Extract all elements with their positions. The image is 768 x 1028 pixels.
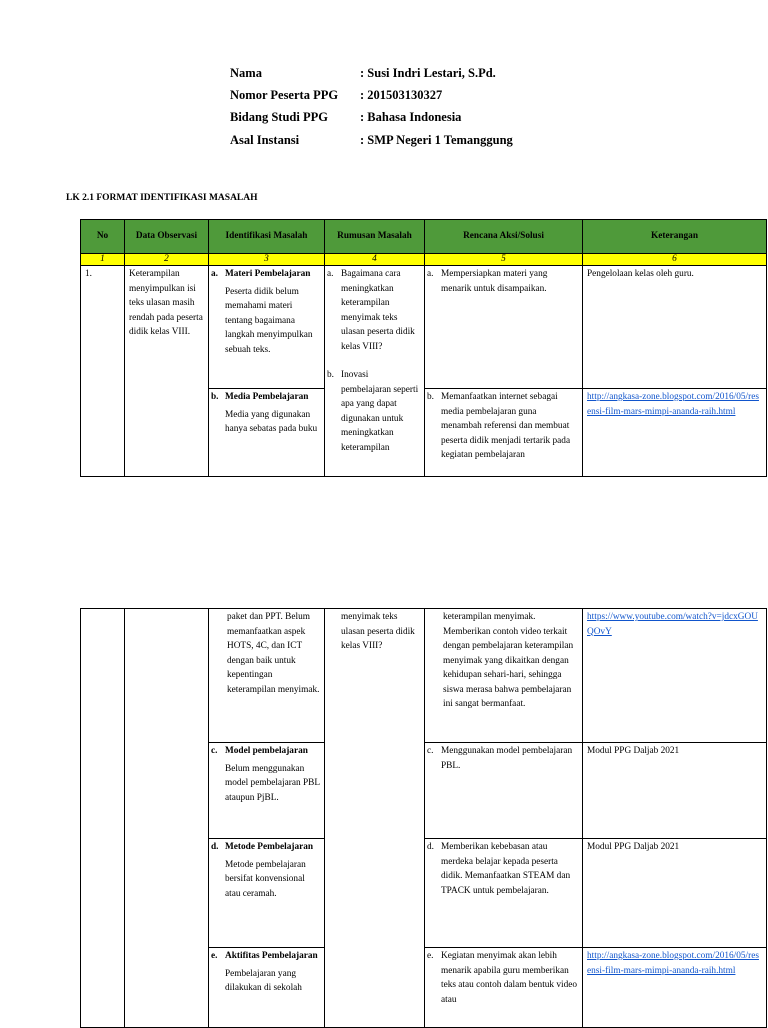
- rumusan-a-mark: a.: [327, 269, 334, 279]
- identification-table: [80, 219, 767, 477]
- col-number: 2: [125, 254, 209, 266]
- col-number: 4: [325, 254, 425, 266]
- asal-value: : SMP Negeri 1 Temanggung: [360, 133, 513, 147]
- ident-e-text: Pembelajaran yang dilakukan di sekolah: [225, 968, 302, 993]
- ident-d-text: Metode pembelajaran bersifat konvensional atau ceramah.: [225, 859, 306, 899]
- ket-b-cell: [583, 389, 767, 477]
- ket-a-cell: Pengelolaan kelas oleh guru.: [583, 266, 767, 389]
- ident-c-title: Model pembelajaran: [225, 746, 308, 756]
- col-number: 3: [209, 254, 325, 266]
- ident-a-title: Materi Pembelajaran: [225, 269, 311, 279]
- ket-b-link[interactable]: http://angkasa-zone.blogspot.com/2016/05/resensi-film-mars-mimpi-ananda-raih.html: [587, 392, 759, 417]
- nama-value: : Susi Indri Lestari, S.Pd.: [360, 66, 496, 80]
- ket-e-link[interactable]: http://angkasa-zone.blogspot.com/2016/05/resensi-film-mars-mimpi-ananda-raih.html: [587, 951, 759, 976]
- nomor-label: Nomor Peserta PPG: [230, 88, 339, 102]
- identification-table-continued: [80, 608, 767, 1028]
- ident-e-cell: [209, 948, 325, 1028]
- rumusan-cont-cell: menyimak teks ulasan peserta didik kelas VIII?: [325, 609, 425, 1028]
- rumusan-a-text: Bagaimana cara meningkatkan keterampilan menyimak teks ulasan peserta didik kelas VIII?: [341, 269, 415, 352]
- rencana-a-mark: a.: [427, 269, 434, 279]
- bidang-label: Bidang Studi PPG: [230, 110, 328, 124]
- ident-e-mark: e.: [211, 951, 218, 961]
- col-header-data-observasi: Data Observasi: [125, 220, 209, 254]
- rumusan-b-mark: b.: [327, 370, 334, 380]
- ident-a-cell: [209, 266, 325, 389]
- rencana-c-text: Menggunakan model pembelajaran PBL.: [441, 746, 573, 771]
- table-header-row: [81, 220, 767, 254]
- ket-d-cell: Modul PPG Daljab 2021: [583, 839, 767, 948]
- ident-d-title: Metode Pembelajaran: [225, 842, 314, 852]
- rencana-a-text: Mempersiapkan materi yang menarik untuk disampaikan.: [441, 269, 548, 294]
- rencana-b-text: Memanfaatkan internet sebagai media pembelajaran guna menambah referensi dan membuat peserta didik menjadi tertarik pada kegiatan pembelajaran: [441, 392, 571, 460]
- rencana-d-cell: [425, 839, 583, 948]
- rencana-b-mark: b.: [427, 392, 434, 402]
- column-number-row: [81, 254, 767, 266]
- rencana-e-mark: e.: [427, 951, 434, 961]
- rencana-c-cell: [425, 743, 583, 839]
- ident-d-cell: [209, 839, 325, 948]
- section-title: LK 2.1 FORMAT IDENTIFIKASI MASALAH: [66, 193, 258, 203]
- ident-a-mark: a.: [211, 269, 218, 279]
- ident-b-text: Media yang digunakan hanya sebatas pada buku: [225, 409, 318, 434]
- ident-a-text: Peserta didik belum memahami materi tentang bagaimana langkah menyimpulkan sebuah teks.: [225, 286, 313, 355]
- asal-label: Asal Instansi: [230, 133, 300, 147]
- col-header-rumusan: Rumusan Masalah: [325, 220, 425, 254]
- rencana-d-text: Memberikan kebebasan atau merdeka belajar kepada peserta didik. Memanfaatkan STEAM dan TPACK untuk pembelajaran.: [441, 842, 571, 896]
- ket-b-cont-cell: [583, 609, 767, 743]
- rumusan-cell: [325, 266, 425, 477]
- ket-b-cont-link[interactable]: https://www.youtube.com/watch?v=jdcxGOUQOvY: [587, 612, 758, 637]
- ident-b-mark: b.: [211, 392, 219, 402]
- col-header-identifikasi: Identifikasi Masalah: [209, 220, 325, 254]
- ident-c-cell: [209, 743, 325, 839]
- ident-c-text: Belum menggunakan model pembelajaran PBL ataupun PjBL.: [225, 763, 320, 803]
- ident-d-mark: d.: [211, 842, 219, 852]
- ident-b-cont-cell: paket dan PPT. Belum memanfaatkan aspek HOTS, 4C, dan ICT dengan baik untuk kepentingan keterampilan menyimak.: [209, 609, 325, 743]
- col-number: 6: [583, 254, 767, 266]
- ket-c-cell: Modul PPG Daljab 2021: [583, 743, 767, 839]
- row-number-empty: [81, 609, 125, 1028]
- rencana-d-mark: d.: [427, 842, 434, 852]
- col-header-keterangan: Keterangan: [583, 220, 767, 254]
- nomor-value: : 201503130327: [360, 88, 443, 102]
- nama-label: Nama: [230, 66, 262, 80]
- row-number: 1.: [81, 266, 125, 477]
- ket-e-cell: [583, 948, 767, 1028]
- bidang-value: : Bahasa Indonesia: [360, 110, 462, 124]
- data-observasi-empty: [125, 609, 209, 1028]
- rencana-c-mark: c.: [427, 746, 434, 756]
- col-header-rencana: Rencana Aksi/Solusi: [425, 220, 583, 254]
- table-row: [81, 266, 767, 389]
- rencana-b-cont-cell: keterampilan menyimak. Memberikan contoh video terkait dengan pembelajaran keterampilan menyimak yang dikaitkan dengan kehidupan sehari-hari, sehingga siswa merasa bahwa pembelajaran ini sangat bermanfaat.: [425, 609, 583, 743]
- data-observasi-cell: Keterampilan menyimpulkan isi teks ulasan masih rendah pada peserta didik kelas VIII.: [125, 266, 209, 477]
- ident-b-cell: [209, 389, 325, 477]
- rencana-e-text: Kegiatan menyimak akan lebih menarik apabila guru memberikan teks atau contoh dalam bentuk video atau: [441, 951, 578, 1005]
- col-header-no: No: [81, 220, 125, 254]
- ident-b-title: Media Pembelajaran: [225, 392, 309, 402]
- rencana-a-cell: [425, 266, 583, 389]
- ident-c-mark: c.: [211, 746, 218, 756]
- rencana-e-cell: [425, 948, 583, 1028]
- rencana-b-cell: [425, 389, 583, 477]
- table-row: [81, 609, 767, 743]
- col-number: 1: [81, 254, 125, 266]
- ident-e-title: Aktifitas Pembelajaran: [225, 951, 318, 961]
- rumusan-b-text: Inovasi pembelajaran seperti apa yang dapat digunakan untuk meningkatkan keterampilan: [341, 370, 419, 453]
- col-number: 5: [425, 254, 583, 266]
